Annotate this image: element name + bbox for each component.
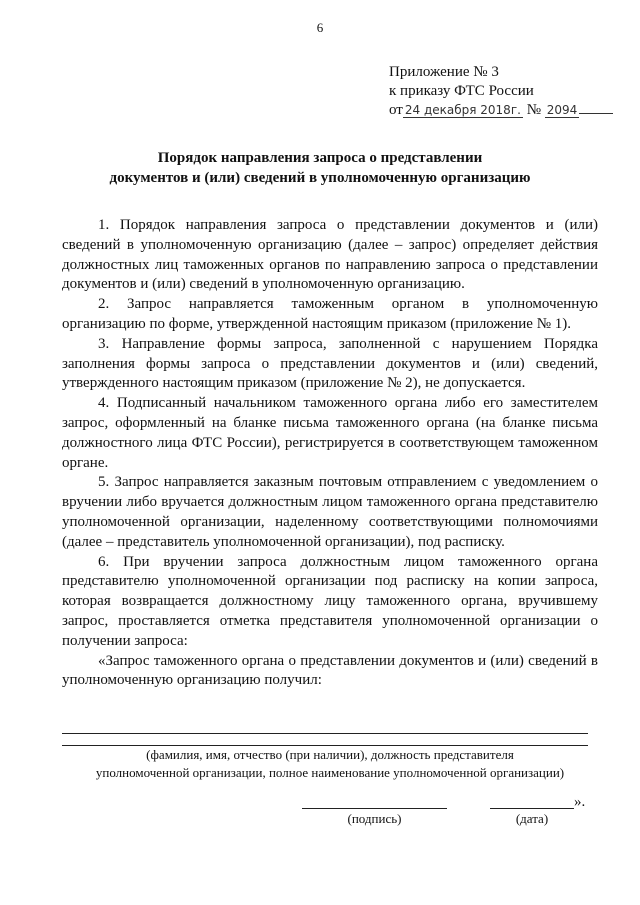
signature-line [302,795,447,809]
signature-block [302,795,447,827]
caption-line-2: уполномоченной организации, полное наименование уполномоченной организации) [95,765,565,780]
appendix-order-ref: к приказу ФТС России [389,83,534,99]
receipt-statement: «Запрос таможенного органа о представлении документов и (или) сведений в уполномоченную организацию получил: [62,652,598,689]
appendix-title: Приложение № 3 [389,64,499,80]
paragraph-5: 5. Запрос направляется заказным почтовым отправлением с уведомлением о вручении либо вручается должностным лицом таможенного органа представителю уполномоченной организации, наделенному соответствующими полномочиями (далее – представитель уполномоченной организации), под расписку. [62,474,598,550]
date-line-row [490,795,590,809]
paragraph-2: 2. Запрос направляется таможенным органом в уполномоченную организацию по форме, утвержденной настоящим приказом (приложение № 1). [62,296,598,332]
from-label: от [389,102,403,118]
title-line-1: Порядок направления запроса о представлении [157,150,483,166]
document-title [0,148,640,188]
page-number: 6 [316,20,324,35]
recipient-fill-lines [62,733,588,746]
date-label: (дата) [515,811,549,826]
fill-line-1 [62,733,588,734]
paragraph-3: 3. Направление формы запроса, заполненной с нарушением Порядка заполнения формы запроса о представлении документов и (или) сведений, утвержденного настоящим приказом (приложение № 2), не допускается. [62,335,598,392]
handwritten-date: 24 декабря 2018г. [404,103,521,117]
recipient-caption [62,746,598,782]
signature-label: (подпись) [347,811,402,826]
document-body [62,216,598,691]
date-line [490,795,574,809]
caption-line-1: (фамилия, имя, отчество (при наличии), должность представителя [146,747,514,762]
number-underline [579,113,613,114]
closing-quote: ». [574,794,586,810]
paragraph-1: 1. Порядок направления запроса о представлении документов и (или) сведений в уполномоченную организацию (далее – запрос) определяет действия должностных лиц таможенных органов по направлению запроса о представлении документов и (или) сведений в уполномоченную организацию. [62,217,598,293]
paragraph-4: 4. Подписанный начальником таможенного органа либо его заместителем запрос, оформленный на бланке письма таможенного органа (на бланке письма должностного лица ФТС России), регистрируется в соответствующем таможенном органе. [62,395,598,471]
paragraph-6: 6. При вручении запроса должностным лицом таможенного органа представителю уполномоченной организации под расписку на копии запроса, которая возвращается должностному лицу таможенного органа, вручившему запрос, проставляется отметка представителя уполномоченной организации о получении запроса: [62,553,598,649]
appendix-date-line [389,101,613,120]
date-block [490,795,590,827]
handwritten-number: 2094 [546,103,578,117]
appendix-header [389,63,613,120]
number-label: № [526,102,541,118]
title-line-2: документов и (или) сведений в уполномоченную организацию [109,170,531,186]
